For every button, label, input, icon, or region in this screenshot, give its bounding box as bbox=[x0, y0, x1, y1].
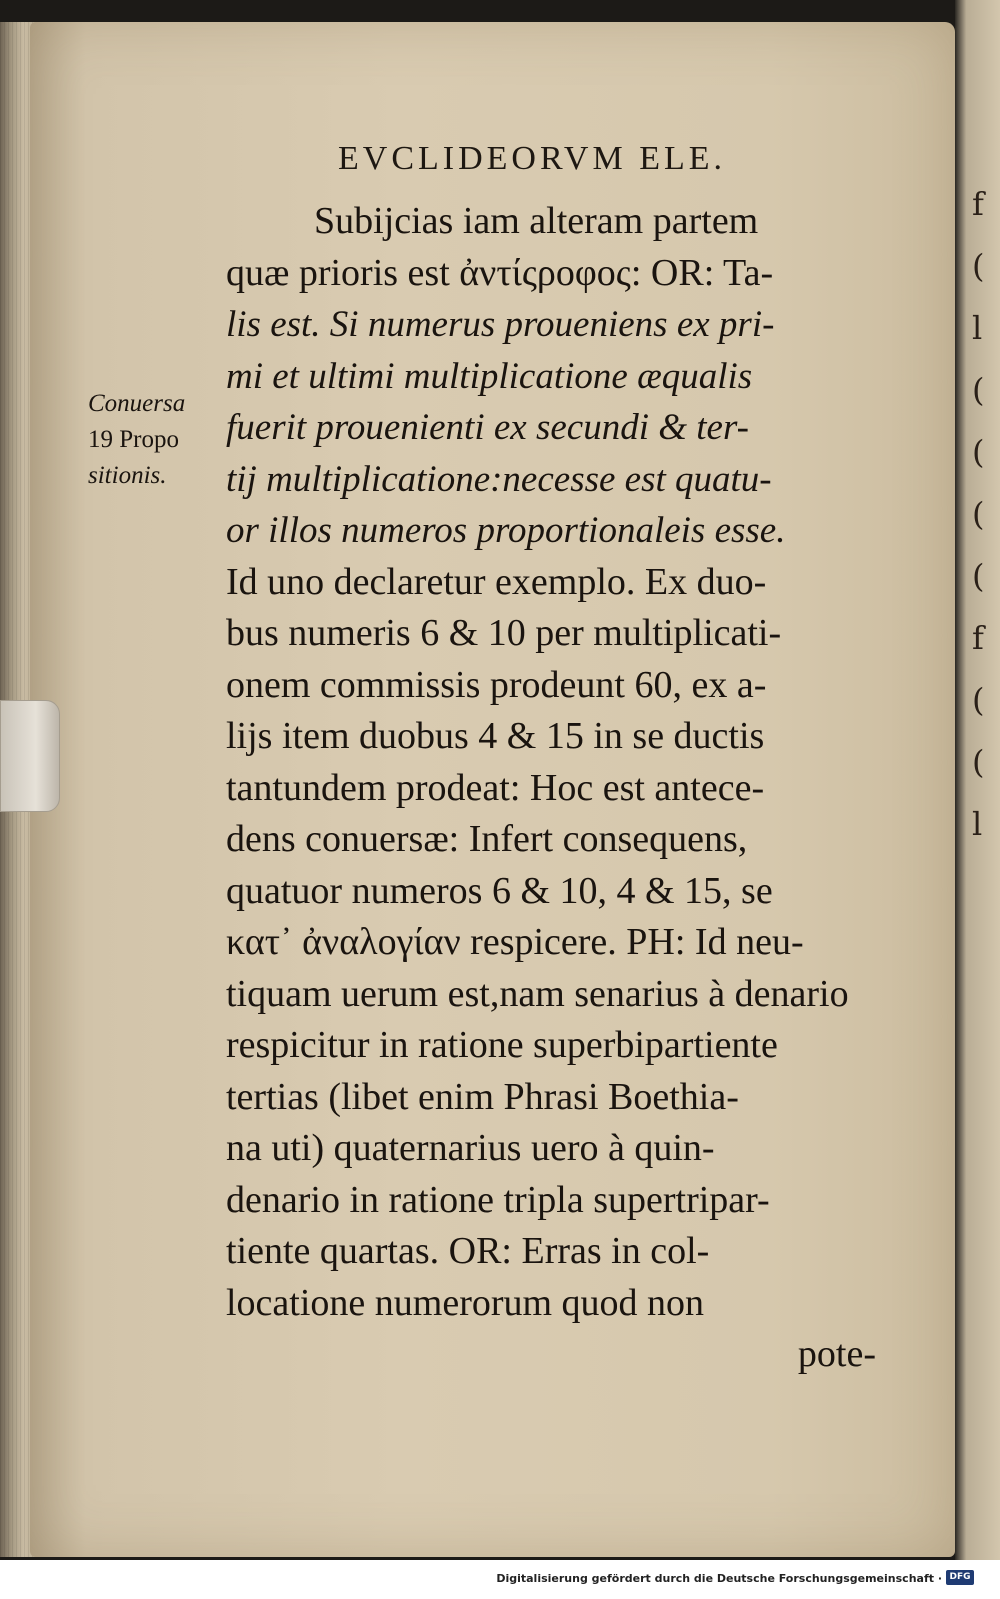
facing-page-glyph: ( bbox=[972, 371, 985, 409]
facing-page-glyph: ( bbox=[972, 247, 985, 285]
facing-page-glyph: f bbox=[972, 619, 984, 657]
text-line: fuerit prouenienti ex secundi & ter- bbox=[226, 407, 749, 448]
margin-note bbox=[88, 386, 228, 494]
text-line: denario in ratione tripla supertripar- bbox=[226, 1178, 770, 1221]
facing-page-glyph: ( bbox=[972, 433, 985, 471]
facing-page-glyph: ( bbox=[972, 557, 985, 595]
margin-note-line: 19 Propo bbox=[88, 426, 179, 453]
funding-credit: Digitalisierung gefördert durch die Deutsche Forschungsgemeinschaft · bbox=[496, 1572, 942, 1585]
text-line: lijs item duobus 4 & 15 in se ductis bbox=[226, 715, 765, 757]
text-line: na uti) quaternarius uero à quin- bbox=[226, 1127, 715, 1169]
text-line: tiquam uerum est,nam senarius à denario bbox=[226, 972, 849, 1015]
text-line: onem commissis prodeunt 60, ex a- bbox=[226, 663, 767, 706]
margin-note-line: sitionis. bbox=[88, 462, 167, 489]
page-clip bbox=[0, 700, 60, 812]
facing-page-glyph: f bbox=[972, 185, 984, 223]
text-line: dens conuersæ: Infert consequens, bbox=[226, 818, 748, 860]
facing-page-glyph: ( bbox=[972, 743, 985, 781]
text-line: mi et ultimi multiplicatione æqualis bbox=[226, 355, 753, 397]
text-line: Id uno declaretur exemplo. Ex duo- bbox=[226, 560, 767, 603]
facing-page-glyph: l bbox=[972, 309, 983, 347]
dfg-logo: DFG bbox=[946, 1570, 974, 1585]
text-line: κατ᾽ ἀναλογίαν respicere. PH: Id neu- bbox=[226, 921, 804, 963]
text-line: tertias (libet enim Phrasi Boethia- bbox=[226, 1075, 739, 1118]
text-line: pote- bbox=[797, 1333, 876, 1375]
text-line: tij multiplicatione:necesse est quatu- bbox=[226, 458, 772, 500]
body-text bbox=[226, 196, 876, 1381]
facing-page-glyph: ( bbox=[972, 681, 985, 719]
facing-page-glyph: ( bbox=[972, 495, 985, 533]
margin-note-line: Conuersa bbox=[88, 390, 186, 417]
text-line: quæ prioris est ἀντίςροφος: OR: Ta- bbox=[226, 251, 774, 294]
text-line: tiente quartas. OR: Erras in col- bbox=[226, 1230, 710, 1272]
running-header: EVCLIDEORVM ELE. bbox=[338, 140, 727, 177]
text-line: bus numeris 6 & 10 per multiplicati- bbox=[226, 612, 782, 654]
text-line: Subijcias iam alteram partem bbox=[314, 200, 759, 242]
text-line: or illos numeros proportionaleis esse. bbox=[226, 510, 786, 551]
text-line: locatione numerorum quod non bbox=[226, 1281, 705, 1324]
footer-bar bbox=[0, 1560, 1000, 1599]
text-line: respicitur in ratione superbipartiente bbox=[226, 1024, 778, 1066]
facing-page-glyph: l bbox=[972, 805, 983, 843]
text-line: lis est. Si numerus proueniens ex pri- bbox=[226, 304, 775, 345]
text-line: tantundem prodeat: Hoc est antece- bbox=[226, 766, 765, 809]
text-line: quatuor numeros 6 & 10, 4 & 15, se bbox=[226, 869, 773, 912]
